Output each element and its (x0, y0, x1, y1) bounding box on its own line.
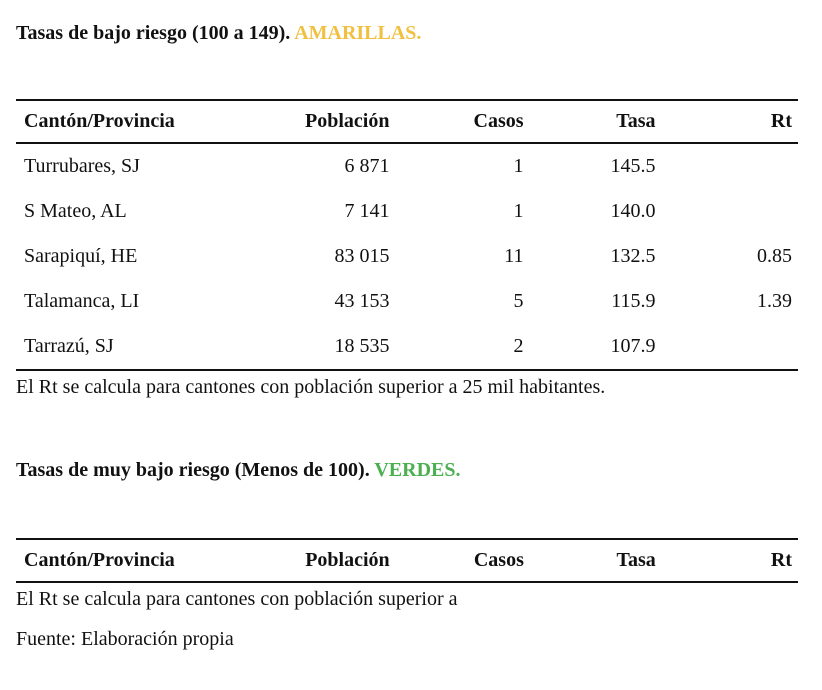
section1-heading (16, 22, 421, 45)
section2-note: El Rt se calcula para cantones con población superior a (16, 588, 458, 610)
cell-casos: 11 (504, 245, 524, 267)
cell-rt: 0.85 (757, 245, 792, 267)
cell-rt: 1.39 (757, 290, 792, 312)
cell-tasa: 132.5 (610, 245, 656, 267)
cell-poblacion: 43 153 (334, 290, 390, 312)
table-row (16, 234, 798, 279)
cell-tasa: 145.5 (610, 155, 656, 177)
header-canton: Cantón/Provincia (24, 110, 175, 132)
cell-canton: S Mateo, AL (24, 200, 127, 222)
cell-poblacion: 6 871 (344, 155, 390, 177)
table-row (16, 189, 798, 234)
header-casos: Casos (473, 549, 524, 571)
header-poblacion: Población (305, 110, 390, 132)
cell-casos: 5 (513, 290, 524, 312)
cell-poblacion: 83 015 (334, 245, 390, 267)
cell-tasa: 107.9 (610, 335, 656, 357)
cell-casos: 1 (513, 155, 524, 177)
section1-title: Tasas de bajo riesgo (100 a 149). (16, 22, 291, 44)
section2-heading (16, 459, 461, 482)
header-tasa: Tasa (616, 110, 656, 132)
cell-canton: Sarapiquí, HE (24, 245, 138, 267)
very-low-risk-table (16, 538, 798, 583)
section1-tag: AMARILLAS. (294, 22, 422, 44)
header-rt: Rt (770, 110, 792, 132)
cell-canton: Turrubares, SJ (24, 155, 140, 177)
table-row (16, 143, 798, 189)
header-rt: Rt (770, 549, 792, 571)
cell-tasa: 115.9 (611, 290, 656, 312)
cell-poblacion: 7 141 (344, 200, 390, 222)
source-note: Fuente: Elaboración propia (16, 628, 234, 650)
cell-rt (656, 143, 799, 189)
section2-title: Tasas de muy bajo riesgo (Menos de 100). (16, 459, 370, 481)
cell-casos: 2 (513, 335, 524, 357)
table-header-row (16, 100, 798, 143)
cell-tasa: 140.0 (610, 200, 656, 222)
cell-canton: Tarrazú, SJ (24, 335, 114, 357)
low-risk-table (16, 99, 798, 371)
cell-casos: 1 (513, 200, 524, 222)
cell-rt (656, 324, 799, 370)
header-tasa: Tasa (616, 549, 656, 571)
section2-tag: VERDES. (374, 459, 461, 481)
section1-note: El Rt se calcula para cantones con población superior a 25 mil habitantes. (16, 376, 606, 398)
cell-canton: Talamanca, LI (24, 290, 140, 312)
table-header-row (16, 539, 798, 582)
table-row (16, 324, 798, 370)
table-row (16, 279, 798, 324)
header-poblacion: Población (305, 549, 390, 571)
header-canton: Cantón/Provincia (24, 549, 175, 571)
cell-rt (656, 189, 799, 234)
header-casos: Casos (473, 110, 524, 132)
cell-poblacion: 18 535 (334, 335, 390, 357)
